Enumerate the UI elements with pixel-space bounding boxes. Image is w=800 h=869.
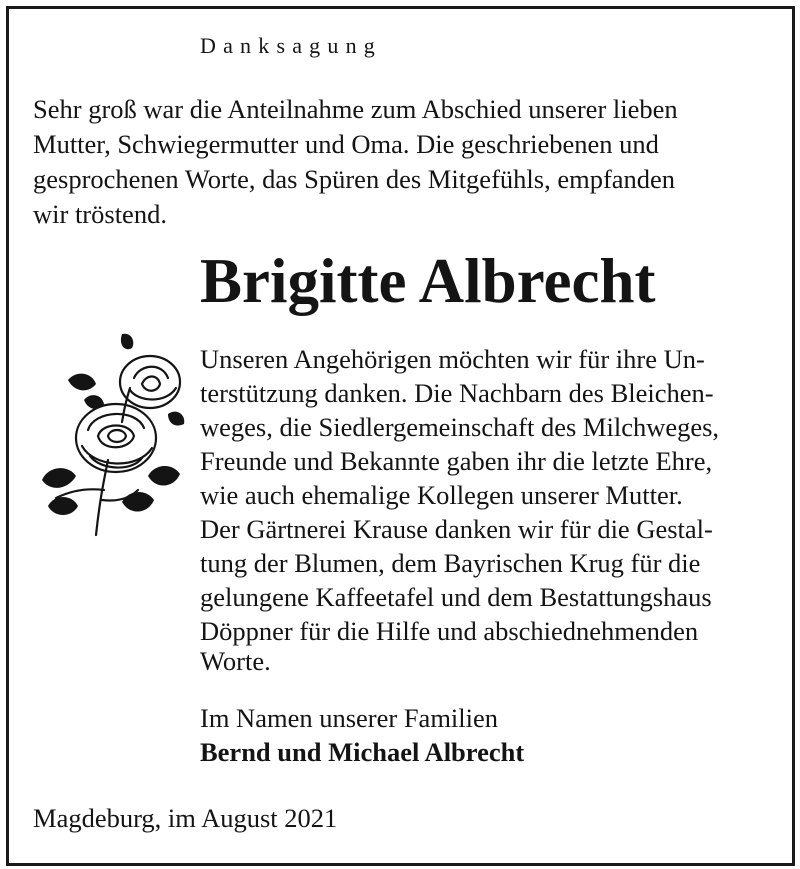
rose-icon [38,330,188,540]
body-line: Freunde und Bekannte gaben ihr die letzte Ehre, [200,446,713,476]
body-line: gelungene Kaffeetafel und dem Bestattungshaus [200,582,712,612]
body-line: Döppner für die Hilfe und abschiednehmenden [200,616,699,646]
body-line: Der Gärtnerei Krause danken wir für die Gestal- [200,514,713,544]
intro-line: Mutter, Schwiegermutter und Oma. Die geschriebenen und [33,129,659,159]
body-line: Unseren Angehörigen möchten wir für ihre Un- [200,344,705,374]
place-date: Magdeburg, im August 2021 [33,803,338,833]
intro-line: Sehr groß war die Anteilnahme zum Abschied unserer lieben [33,94,678,124]
body-line: Worte. [200,646,271,676]
body-line: wie auch ehemalige Kollegen unserer Mutter. [200,480,683,510]
intro-line: gesprochenen Worte, das Spüren des Mitgefühls, empfanden [33,164,676,194]
deceased-name: Brigitte Albrecht [200,246,656,316]
closing-text: Im Namen unserer Familien [200,703,499,733]
body-line: terstützung danken. Die Nachbarn des Bleichen- [200,378,714,408]
signers: Bernd und Michael Albrecht [200,737,525,767]
body-line: tung der Blumen, dem Bayrischen Krug für die [200,548,701,578]
notice-heading: Danksagung [200,33,382,58]
intro-line: wir tröstend. [33,199,167,229]
body-line: weges, die Siedlergemeinschaft des Milchweges, [200,412,720,442]
